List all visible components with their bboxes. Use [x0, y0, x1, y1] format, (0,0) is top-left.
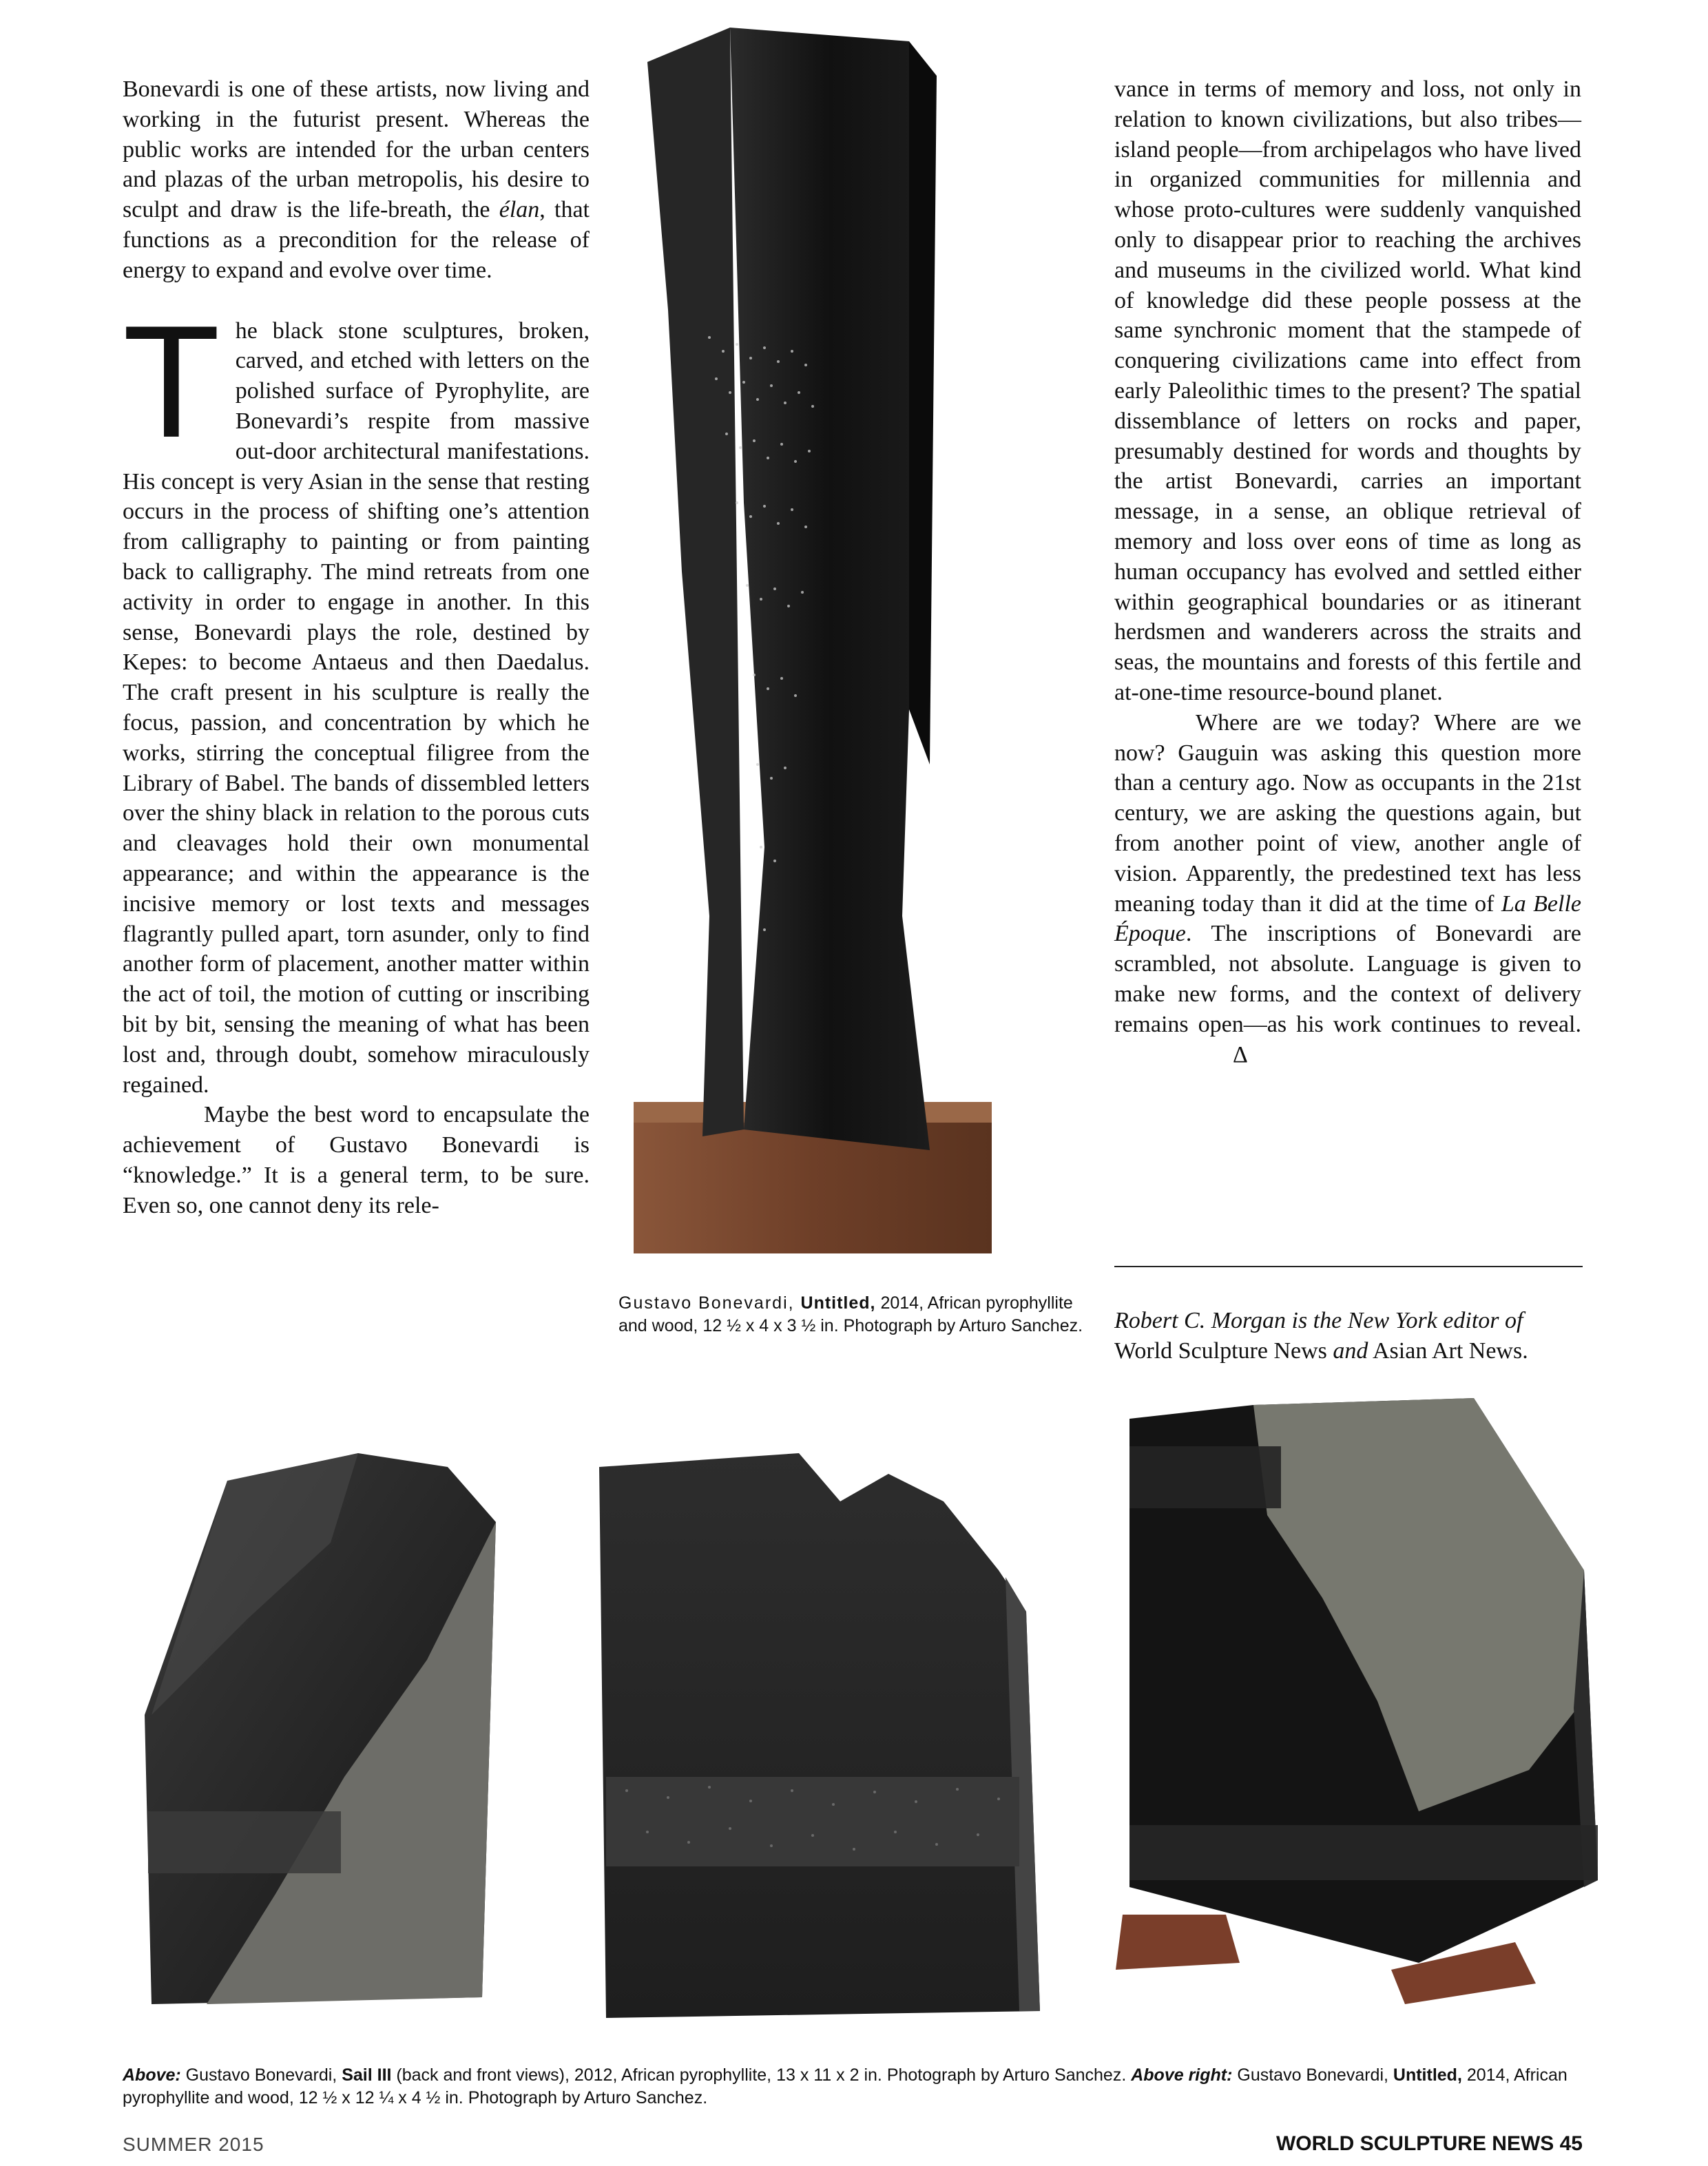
drop-cap: T: [123, 292, 220, 471]
author-bio: Robert C. Morgan is the New York editor of World Sculpture News and Asian Art News.: [1114, 1308, 1528, 1364]
bio-divider: [1114, 1266, 1583, 1267]
wood-base: [634, 1123, 992, 1253]
sculpture-untitled-wide: [1116, 1391, 1612, 2025]
caption-bottom: Above: Gustavo Bonevardi, Sail III (back and front views), 2012, African pyrophyllite, 13 x 11 x 2 in. Photograph by Arturo Sanchez. Above right: Gustavo Bonevardi, Untitled, 2014, African pyrophyllite and wood, 12 ½ x 12 ¼ x 4 ½ in. Photograph by Arturo Sanchez.: [123, 2065, 1568, 2107]
left-paragraph-3: Maybe the best word to encapsulate the achievement of Gustavo Bonevardi is “knowledge.” It is a general term, to be sure. Even so, one cannot deny its rele-: [123, 1102, 590, 1218]
stone-body: [599, 1453, 1040, 2018]
left-paragraph-2: The black stone sculptures, broken, carved, and etched with letters on the polished surface of Pyrophylite, are Bonevardi’s respite from massive out-door architectural manifestations. His concept is very Asian in the sense that resting occurs in the process of shifting one’s attention from calligraphy to painting or from painting back to calligraphy. The mind retreats from one activity in order to engage in another. In this sense, Bonevardi plays the role, destined by Kepes: to become Antaeus and then Daedalus. The craft present in his sculpture is really the focus, passion, and concentration by which he works, stirring the conceptual filigree from the Library of Babel. The bands of dissembled letters over the shiny black in relation to the porous cuts and cleavages hold their own monumental appearance; and within the appearance is the incisive memory or lost texts and messages flagrantly pulled apart, torn asunder, only to find another form of placement, another matter within the act of toil, the motion of cutting or inscribing bit by bit, sensing the meaning of what has been lost and, through doubt, somehow miraculously regained.: [123, 292, 590, 1098]
right-column: [1114, 74, 1581, 1070]
stone-front-face: [730, 28, 930, 1150]
right-paragraph-2: Where are we today? Where are we now? Gauguin was asking this question more than a century ago. Now as occupants in the 21st century, we are asking the questions again, but from another point of view, another angle of vision. Apparently, the predestined text has less meaning today than it did at the time of La Belle Époque. The inscriptions of Bonevardi are scrambled, not absolute. Language is given to make new forms, and the context of delivery remains open—as his work continues to reveal.Δ: [1114, 708, 1581, 1070]
wood-foot-left: [1116, 1915, 1240, 1970]
dotted-band: [148, 1811, 341, 1873]
dotted-band-upper: [1129, 1446, 1281, 1508]
end-mark: Δ: [1233, 1041, 1248, 1068]
left-paragraph-1: Bonevardi is one of these artists, now living and working in the futurist present. Whereas the public works are intended for the urban centers and plazas of the urban metropolis, his desire to sculpt and draw is the life-breath, the élan, that functions as a precondition for the release of energy to expand and evolve over time.: [123, 76, 590, 283]
dotted-band-lower: [1129, 1825, 1598, 1880]
right-paragraph-1: vance in terms of memory and loss, not only in relation to known civilizations, but also tribes—island people—from archipelagos who have lived in organized communities for millennia and whose proto-cultures were suddenly vanquished only to disappear prior to reaching the archives and museums in the civilized world. What kind of knowledge did these people possess at the same synchronic moment that the stampede of conquering civilizations came into effect from early Paleolithic times to the present? The spatial dissemblance of letters on rocks and paper, presumably destined for words and thoughts by the artist Bonevardi, carries an important message, in a sense, an oblique retrieval of memory and loss over eons of time as long as human occupancy has evolved and settled either within geographical boundaries or as itinerant herdsmen and wanderers across the straits and seas, the mountains and forests of this fertile and at-one-time resource-bound planet.: [1114, 76, 1581, 705]
footer-issue: SUMMER 2015: [123, 2134, 264, 2155]
sculpture-sail-iii-back: [138, 1453, 523, 2018]
caption-center: Gustavo Bonevardi, Untitled, 2014, African pyrophyllite and wood, 12 ½ x 4 x 3 ½ in. Photograph by Arturo Sanchez.: [618, 1293, 1083, 1335]
sculpture-untitled-tall: [606, 21, 1088, 1281]
footer-magazine-page: WORLD SCULPTURE NEWS 45: [1275, 2132, 1583, 2155]
left-column: [123, 74, 590, 1220]
sculpture-sail-iii-front: [585, 1433, 1081, 2025]
stone-right-cut: [909, 41, 937, 764]
stone-left-face: [647, 28, 744, 1136]
